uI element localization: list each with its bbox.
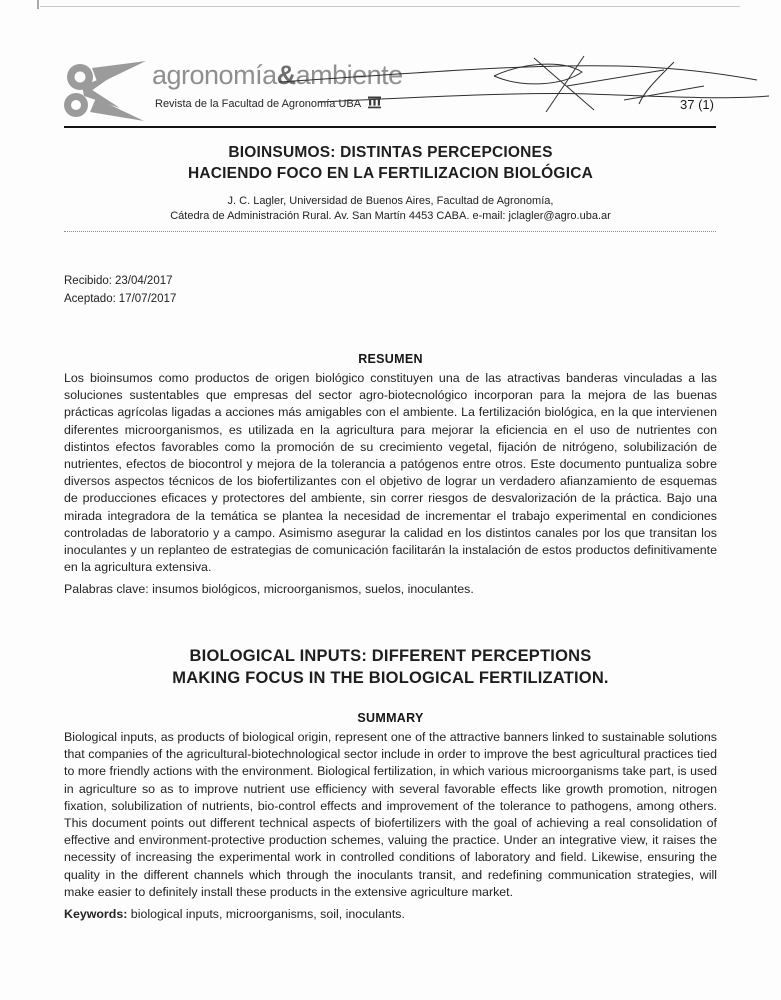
dates-block [64, 272, 176, 308]
article-title-es [0, 142, 781, 184]
dotted-divider [64, 231, 716, 232]
journal-name-part2: ambiente [295, 60, 403, 90]
journal-logo-icon [62, 60, 148, 122]
author-line-1: J. C. Lagler, Universidad de Buenos Aires, Facultad de Agronomía, [227, 195, 554, 207]
title-line-1: BIOINSUMOS: DISTINTAS PERCEPCIONES [228, 144, 553, 161]
en-title-line-1: BIOLOGICAL INPUTS: DIFFERENT PERCEPTIONS [189, 647, 592, 665]
journal-subtitle: Revista de la Facultad de Agronomía UBA [155, 98, 362, 110]
accepted-date: 17/07/2017 [118, 293, 177, 305]
author-affiliation [0, 194, 781, 224]
journal-header [64, 60, 716, 126]
article-title-en [64, 645, 717, 689]
scan-edge-artifact [37, 0, 39, 9]
journal-name-ampersand: & [276, 60, 296, 90]
scan-edge-artifact [40, 6, 740, 7]
journal-name [152, 60, 403, 91]
received-date: 23/04/2017 [114, 275, 173, 287]
summary-body: Biological inputs, as products of biological origin, represent one of the attractive banners linked to sustainable solutions that companies of the agricultural-biotechnological sector include in order to improve the best agricultural practices tied to more friendly actions with the environment. Biological fertilization, in which various microorganisms take part, is used in agriculture so as to improve nutrient use efficiency with several favorable effects like growth promotion, nitrogen fixation, solubilization of nutrients, bio-control effects and improvement of the tolerance to pathogens, among others. This document points out different technical aspects of biofertilizers with the goal of achieving a real consolidation of effective and environment-protective production schemes, valuing the practice. Under an integrative view, it raises the necessity of increasing the experimental work in controlled conditions of laboratory and field. Likewise, ensuring the quality in the different channels which through the inoculants transit, and redefining communication strategies, will make easier to definitely install these products in the extensive agriculture market. [64, 730, 717, 899]
palabras-clave-text: insumos biológicos, microorganismos, suelos, inoculantes. [148, 582, 474, 597]
accepted-row [64, 290, 176, 308]
en-title-line-2: MAKING FOCUS IN THE BIOLOGICAL FERTILIZATION. [172, 669, 609, 687]
resumen-heading: RESUMEN [358, 352, 423, 366]
abstract-es-section [64, 352, 717, 598]
accepted-label: Aceptado: [64, 293, 116, 305]
header-rule [64, 126, 716, 128]
keywords-text: biological inputs, microorganisms, soil, inoculants. [127, 907, 405, 922]
keywords-line [64, 906, 717, 923]
summary-heading: SUMMARY [357, 711, 424, 725]
resumen-body: Los bioinsumos como productos de origen biológico constituyen una de las atractivas banderas vinculadas a las soluciones sustentables que empresas del sector agro-biotecnológico incorporan para la mejora de las buenas prácticas agrícolas ligadas a acciones más amigables con el ambiente. La fertilización biológica, en la que intervienen diferentes microorganismos, es utilizada en la agricultura para mejorar la eficiencia en el uso de nutrientes con distintos efectos favorables como la promoción de su crecimiento vegetal, fijación de nitrógeno, solubilización de nutrientes, efectos de biocontrol y mejora de la tolerancia a patógenos entre otros. Este documento puntualiza sobre diversos aspectos técnicos de los biofertilizantes con el objetivo de lograr un verdadero afianzamiento de esquemas de producciones eficaces y protectores del ambiente, sin correr riesgos de desvalorización de la práctica. Bajo una mirada integradora de la temática se plantea la necesidad de incrementar el trabajo experimental en condiciones controladas de laboratorio y a campo. Asimismo asegurar la calidad en los distintos canales por los que transitan los inoculantes y un replanteo de estrategias de comunicación facilitarán la instalación de estos productos definitivamente en la agricultura extensiva. [64, 371, 717, 575]
journal-name-part1: agronomía [152, 60, 277, 90]
palabras-clave-label: Palabras clave: [64, 582, 149, 597]
author-line-2: Cátedra de Administración Rural. Av. San Martín 4453 CABA. e-mail: jclagler@agro.uba.ar [170, 210, 611, 222]
issue-number: 37 (1) [680, 97, 714, 112]
abstract-en-section [64, 645, 717, 923]
journal-subtitle-row [155, 96, 382, 112]
title-line-2: HACIENDO FOCO EN LA FERTILIZACION BIOLÓGICA [188, 165, 593, 182]
palabras-clave-line [64, 581, 717, 598]
received-row [64, 272, 176, 290]
keywords-label: Keywords: [64, 907, 128, 922]
uba-crest-icon [367, 96, 382, 112]
received-label: Recibido: [64, 275, 112, 287]
